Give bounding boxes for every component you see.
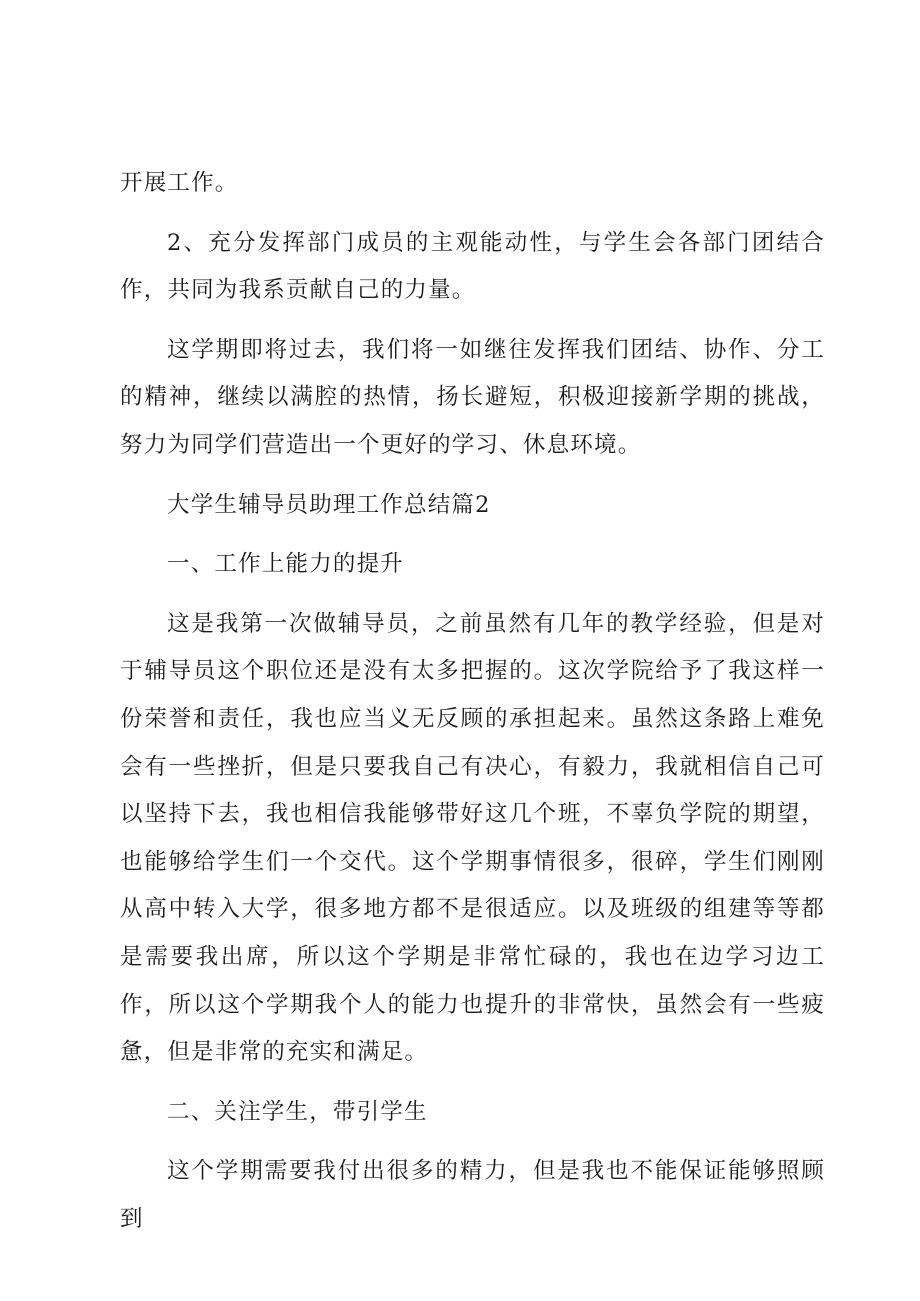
document-page: [120, 160, 825, 1255]
section-title: 大学生辅导员助理工作总结篇2: [167, 491, 491, 518]
heading-2: 二、关注学生，带引学生: [167, 1098, 428, 1125]
paragraph-body-2: 这个学期需要我付出很多的精力，但是我也不能保证能够照顾到: [120, 1158, 825, 1232]
paragraph-continuation: 开展工作。: [120, 170, 239, 196]
paragraph-item-2: 2、充分发挥部门成员的主观能动性，与学生会各部门团结合作，共同为我系贡献自己的力量。: [120, 229, 825, 304]
paragraph-body-1: 这是我第一次做辅导员，之前虽然有几年的教学经验，但是对于辅导员这个职位还是没有太多把握的。这次学院给予了我这样一份荣誉和责任，我也应当义无反顾的承担起来。虽然这条路上难免会有一些挫折，但是只要我自己有决心，有毅力，我就相信自己可以坚持下去，我也相信我能够带好这几个班，不辜负学院的期望，也能够给学生们一个交代。这个学期事情很多，很碎，学生们刚刚从高中转入大学，很多地方都不是很适应。以及班级的组建等等都是需要我出席，所以这个学期是非常忙碌的，我也在边学习边工作，所以这个学期我个人的能力也提升的非常快，虽然会有一些疲惫，但是非常的充实和满足。: [120, 610, 825, 1066]
heading-1: 一、工作上能力的提升: [167, 551, 405, 578]
paragraph-closing: 这学期即将过去，我们将一如继往发挥我们团结、协作、分工的精神，继续以满腔的热情，扬长避短，积极迎接新学期的挑战，努力为同学们营造出一个更好的学习、休息环境。: [120, 336, 825, 458]
